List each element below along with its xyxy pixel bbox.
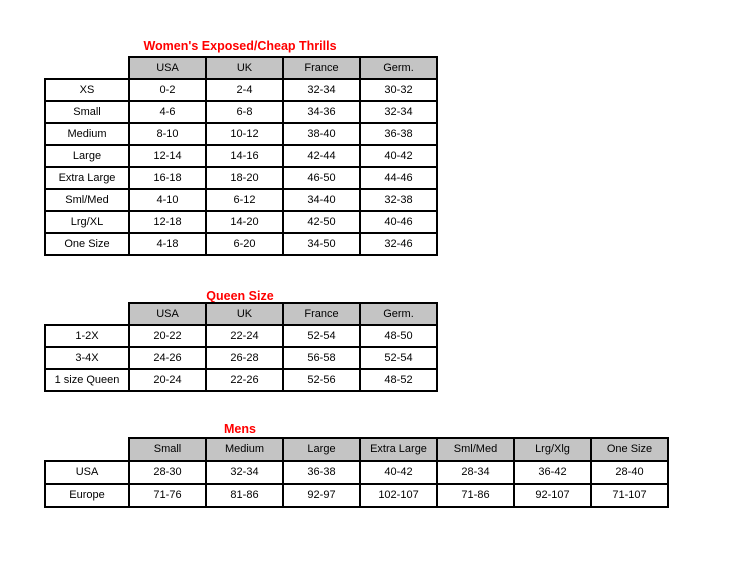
- size-cell: 44-46: [360, 167, 437, 189]
- column-header: Medium: [206, 438, 283, 461]
- size-cell: 36-38: [283, 461, 360, 484]
- size-cell: 36-42: [514, 461, 591, 484]
- size-cell: 40-42: [360, 461, 437, 484]
- column-header: One Size: [591, 438, 668, 461]
- size-cell: 10-12: [206, 123, 283, 145]
- size-cell: 92-107: [514, 484, 591, 507]
- column-header: Large: [283, 438, 360, 461]
- womens-size-table: [44, 56, 438, 256]
- column-header: France: [283, 303, 360, 325]
- size-cell: 34-50: [283, 233, 360, 255]
- queen-size-table: [44, 302, 438, 392]
- header-ghost-cell: [45, 303, 129, 325]
- size-cell: 26-28: [206, 347, 283, 369]
- size-cell: 14-20: [206, 211, 283, 233]
- size-cell: 52-54: [283, 325, 360, 347]
- column-header: USA: [129, 303, 206, 325]
- size-cell: 28-30: [129, 461, 206, 484]
- size-cell: 32-38: [360, 189, 437, 211]
- row-label: XS: [45, 79, 129, 101]
- table-row: [45, 347, 437, 369]
- size-cell: 42-44: [283, 145, 360, 167]
- size-cell: 6-8: [206, 101, 283, 123]
- header-row: [45, 57, 437, 79]
- size-cell: 71-86: [437, 484, 514, 507]
- size-cell: 12-18: [129, 211, 206, 233]
- row-label: Extra Large: [45, 167, 129, 189]
- size-cell: 4-18: [129, 233, 206, 255]
- row-label: 3-4X: [45, 347, 129, 369]
- column-header: Lrg/Xlg: [514, 438, 591, 461]
- column-header: Sml/Med: [437, 438, 514, 461]
- size-cell: 6-20: [206, 233, 283, 255]
- size-cell: 30-32: [360, 79, 437, 101]
- size-cell: 32-34: [283, 79, 360, 101]
- table-row: [45, 123, 437, 145]
- table-row: [45, 484, 668, 507]
- column-header: Small: [129, 438, 206, 461]
- size-cell: 40-42: [360, 145, 437, 167]
- size-cell: 34-36: [283, 101, 360, 123]
- table-row: [45, 461, 668, 484]
- size-cell: 42-50: [283, 211, 360, 233]
- size-cell: 14-16: [206, 145, 283, 167]
- size-cell: 40-46: [360, 211, 437, 233]
- table-row: [45, 145, 437, 167]
- row-label: 1-2X: [45, 325, 129, 347]
- size-cell: 92-97: [283, 484, 360, 507]
- size-cell: 28-40: [591, 461, 668, 484]
- size-cell: 34-40: [283, 189, 360, 211]
- size-cell: 2-4: [206, 79, 283, 101]
- table-row: [45, 101, 437, 123]
- size-cell: 16-18: [129, 167, 206, 189]
- size-cell: 32-34: [206, 461, 283, 484]
- table-row: [45, 189, 437, 211]
- size-cell: 20-22: [129, 325, 206, 347]
- size-cell: 8-10: [129, 123, 206, 145]
- table-row: [45, 211, 437, 233]
- size-cell: 38-40: [283, 123, 360, 145]
- header-ghost-cell: [45, 438, 129, 461]
- size-cell: 0-2: [129, 79, 206, 101]
- header-row: [45, 438, 668, 461]
- size-cell: 24-26: [129, 347, 206, 369]
- column-header: UK: [206, 303, 283, 325]
- size-cell: 32-34: [360, 101, 437, 123]
- size-cell: 52-56: [283, 369, 360, 391]
- size-cell: 32-46: [360, 233, 437, 255]
- size-cell: 48-50: [360, 325, 437, 347]
- column-header: USA: [129, 57, 206, 79]
- size-cell: 102-107: [360, 484, 437, 507]
- column-header: Germ.: [360, 303, 437, 325]
- table-row: [45, 233, 437, 255]
- size-cell: 56-58: [283, 347, 360, 369]
- size-cell: 81-86: [206, 484, 283, 507]
- table-row: [45, 325, 437, 347]
- row-label: Sml/Med: [45, 189, 129, 211]
- column-header: Extra Large: [360, 438, 437, 461]
- row-label: One Size: [45, 233, 129, 255]
- row-label: Small: [45, 101, 129, 123]
- mens-table-title: Mens: [224, 422, 256, 436]
- size-cell: 71-107: [591, 484, 668, 507]
- row-label: Large: [45, 145, 129, 167]
- size-cell: 36-38: [360, 123, 437, 145]
- table-row: [45, 369, 437, 391]
- size-cell: 22-24: [206, 325, 283, 347]
- size-cell: 48-52: [360, 369, 437, 391]
- womens-table-title: Women's Exposed/Cheap Thrills: [143, 39, 337, 53]
- column-header: France: [283, 57, 360, 79]
- size-cell: 18-20: [206, 167, 283, 189]
- size-cell: 46-50: [283, 167, 360, 189]
- size-cell: 52-54: [360, 347, 437, 369]
- size-cell: 22-26: [206, 369, 283, 391]
- row-label: Europe: [45, 484, 129, 507]
- mens-size-table: [44, 437, 669, 508]
- column-header: UK: [206, 57, 283, 79]
- table-row: [45, 79, 437, 101]
- row-label: USA: [45, 461, 129, 484]
- row-label: Lrg/XL: [45, 211, 129, 233]
- size-cell: 71-76: [129, 484, 206, 507]
- size-cell: 20-24: [129, 369, 206, 391]
- header-ghost-cell: [45, 57, 129, 79]
- queen-table-title: Queen Size: [206, 289, 274, 303]
- row-label: 1 size Queen: [45, 369, 129, 391]
- row-label: Medium: [45, 123, 129, 145]
- size-cell: 6-12: [206, 189, 283, 211]
- size-cell: 4-10: [129, 189, 206, 211]
- size-cell: 28-34: [437, 461, 514, 484]
- size-cell: 12-14: [129, 145, 206, 167]
- table-row: [45, 167, 437, 189]
- column-header: Germ.: [360, 57, 437, 79]
- size-cell: 4-6: [129, 101, 206, 123]
- header-row: [45, 303, 437, 325]
